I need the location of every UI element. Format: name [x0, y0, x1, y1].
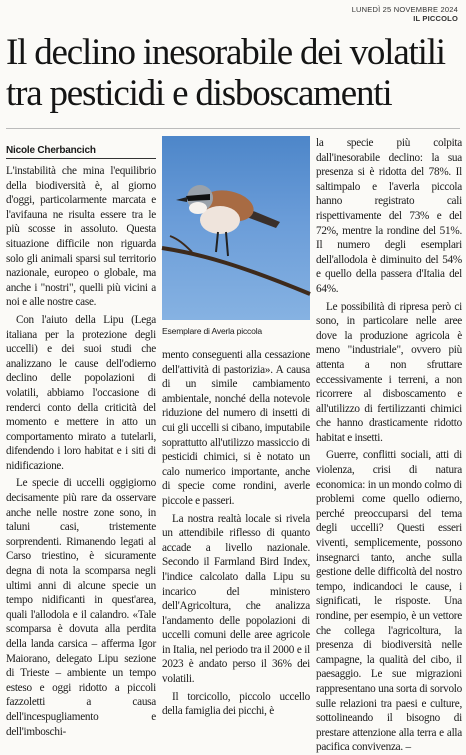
paragraph: Il torcicollo, piccolo uccello della famiglia dei picchi, è — [162, 690, 310, 718]
paragraph: Le possibilità di ripresa però ci sono, in particolare nelle aree dove la produzione agricola è meno "industriale", ovvero più attenta a non sfruttare eccessivamente i terreni, a non ricorrere al disboscamento e all'utilizzo di fertilizzanti chimici che hanno drasticamente ridotto habitat e insetti. — [316, 300, 462, 444]
page-header — [278, 5, 458, 23]
article-headline: Il declino inesorabile dei volatili tra pesticidi e disboscamenti — [6, 32, 445, 114]
paragraph: L'instabilità che mina l'equilibrio della biodiversità è, al giorno d'oggi, particolarmente marcata e l'avifauna ne risulta essere tra le più scosse in assoluto. Questa situazione difficile non riguarda solo gli animali sparsi sul territorio nazionale, europeo o globale, ma anche i "nostri", quelli più vicini a noi e alle nostre case. — [6, 165, 156, 309]
paragraph: la specie più colpita dall'inesorabile declino: la sua presenza si è ridotta del 78%. Il saltimpalo e l'averla piccola hanno registrato cali rispettivamente del 73% e del 72%, mentre la rondine del 51%. Il numero degli esemplari dell'allodola è diminuito del 54% e quello della passera d'Italia del 64%. — [316, 137, 462, 295]
paragraph: Con l'aiuto della Lipu (Lega italiana per la protezione degli uccelli) e dei suoi studi che analizzano le cause dell'odierno declino delle popolazioni di volatili, abbiamo l'occasione di renderci conto della criticità del momento e mettere in atto un comportamento mirato a tutelarli, difendendo i loro habitat e i siti di nidificazione. — [6, 313, 156, 472]
issue-date: LUNEDÌ 25 NOVEMBRE 2024 — [351, 5, 458, 14]
article-author: Nicole Cherbancich — [6, 145, 96, 156]
photo-caption: Esemplare di Averla piccola — [162, 326, 263, 336]
bird-photo — [162, 136, 310, 320]
author-divider — [6, 158, 156, 159]
headline-divider — [6, 128, 460, 129]
newspaper-name: IL PICCOLO — [413, 14, 458, 23]
paragraph: Le specie di uccelli oggigiorno decisamente più rare da osservare anche nelle nostre zone sono, in taluni casi, tristemente sorprendenti. Rimanendo legati al Carso triestino, è sicuramente degna di nota la scomparsa negli ultimi anni di alcune specie un tempo nidificanti in quest'area, quali l'allodola e il calandro. «Tale scomparsa è dovuta alla perdita della landa carsica – afferma Igor Maiorano, delegato Lipu sezione di Trieste – ambiente un tempo esteso e oggi ridotto a piccoli fazzoletti a causa dell'incespugliamento e dell'imboschi- — [6, 477, 156, 738]
article-column-2 — [162, 348, 310, 718]
article-column-3 — [316, 136, 462, 754]
red-backed-shrike-illustration — [162, 136, 310, 320]
paragraph: mento conseguenti alla cessazione dell'attività di pastorizia». A causa di un simile cambiamento ambientale, nonché della notevole riduzione del numero di insetti di cui gli uccelli si cibano, imputabile soprattutto all'utilizzo massiccio di pesticidi chimici, si è notato un calo numerico importante, anche di specie come rondini, averle piccole e passeri. — [162, 349, 310, 507]
article-column-1 — [6, 164, 156, 738]
paragraph: Guerre, conflitti sociali, atti di violenza, crisi di natura economica: in un mondo colmo di problemi come quello odierno, perché preoccuparsi del tema degli uccelli? Questi esseri viventi, semplicemente, possono insegnarci tanto, anche sulla gestione delle difficoltà del nostro tempo, indicandoci le cause, i significati, le risposte. Una rondine, per esempio, è un vettore che collega l'agricoltura, la presenza di biodiversità nelle campagne, la qualità del cibo, il paesaggio. Le sue migrazioni rappresentano una sorta di sorvolo sulle relazioni tra paesi e culture, sottolineando il bisogno di prestare attenzione alla terra e alla pacifica convivenza. – — [316, 449, 462, 754]
paragraph: La nostra realtà locale si rivela un attendibile riflesso di quanto accade a livello nazionale. Secondo il Farmland Bird Index, l'indice calcolato dalla Lipu su incarico del ministero dell'Agricoltura, che analizza l'andamento delle popolazioni di uccelli comuni delle aree agricole in Italia, nel periodo tra il 2000 e il 2023 è andato perso il 36% dei volatili. — [162, 512, 310, 686]
